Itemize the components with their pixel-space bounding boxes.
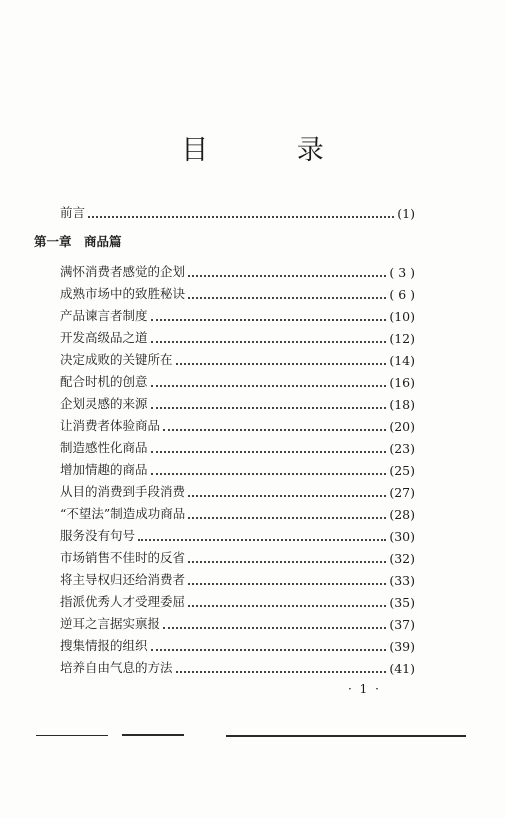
toc-entry (60, 482, 415, 500)
toc-entry-page: (23) (389, 441, 415, 456)
chapter-heading: 第一章 商品篇 (34, 234, 122, 249)
dot-leader (188, 605, 386, 607)
toc-entry-page: (12) (389, 331, 415, 346)
dot-leader (138, 539, 386, 541)
toc-entry-label: 产品谏言者制度 (60, 308, 148, 323)
toc-entry-label: “不望法”制造成功商品 (60, 506, 186, 521)
toc-entry (60, 592, 415, 610)
toc-entry-label: 企划灵感的来源 (60, 396, 148, 411)
toc-entry (60, 548, 415, 566)
toc-entry-page: (16) (389, 375, 415, 390)
toc-entry-label: 成熟市场中的致胜秘诀 (60, 286, 186, 301)
dot-leader (151, 341, 387, 343)
toc-entry-label: 服务没有句号 (60, 528, 136, 543)
toc-entry (60, 570, 415, 588)
toc-entry (60, 350, 415, 368)
scan-artifact-line (36, 735, 108, 736)
scan-artifact-line (122, 734, 184, 736)
toc-entry (60, 658, 415, 676)
toc-entry-page: (30) (389, 529, 415, 544)
toc-entry-page: (39) (389, 639, 415, 654)
toc-entry-label: 指派优秀人才受理委屈 (60, 594, 186, 609)
dot-leader (151, 473, 387, 475)
toc-entry-page: (35) (389, 595, 415, 610)
toc-entry-label: 市场销售不佳时的反省 (60, 550, 186, 565)
toc-entry (60, 504, 415, 522)
toc-entry-label: 开发高级品之道 (60, 330, 148, 345)
dot-leader (151, 319, 387, 321)
dot-leader (188, 517, 386, 519)
dot-leader (176, 363, 387, 365)
toc-entry-label: 前言 (60, 205, 86, 220)
dot-leader (163, 627, 386, 629)
toc-entry-label: 培养自由气息的方法 (60, 660, 173, 675)
toc-entry-page: (14) (389, 353, 415, 368)
toc-entry-label: 搜集情报的组织 (60, 638, 148, 653)
toc-entry-page: (33) (389, 573, 415, 588)
toc-entry-page: (41) (389, 661, 415, 676)
dot-leader (188, 275, 386, 277)
toc-entry (60, 306, 415, 324)
dot-leader (151, 385, 387, 387)
toc-entry-label: 满怀消费者感觉的企划 (60, 264, 186, 279)
toc-entry (60, 394, 415, 412)
page-title: 目 录 (181, 135, 364, 166)
dot-leader (151, 451, 387, 453)
toc-entry-page: ( 3 ) (389, 265, 415, 280)
toc-entry (60, 636, 415, 654)
toc-entry-page: (25) (389, 463, 415, 478)
toc-entry (60, 526, 415, 544)
page-number: · 1 · (348, 682, 381, 696)
toc-entry-page: (28) (389, 507, 415, 522)
toc-entry-page: ( 6 ) (389, 287, 415, 302)
scan-artifact-line (226, 735, 466, 737)
dot-leader (188, 495, 386, 497)
toc-entry-label: 将主导权归还给消费者 (60, 572, 186, 587)
toc-entry (60, 416, 415, 434)
dot-leader (188, 297, 386, 299)
toc-entry (60, 262, 415, 280)
toc-entry (60, 372, 415, 390)
dot-leader (151, 649, 387, 651)
toc-entry (60, 614, 415, 632)
toc-entry-preface (60, 203, 415, 221)
toc-entry-label: 逆耳之言据实禀报 (60, 616, 161, 631)
dot-leader (188, 561, 386, 563)
toc-entry-page: (20) (389, 419, 415, 434)
dot-leader (88, 216, 394, 218)
toc-entry-page: (32) (389, 551, 415, 566)
toc-entry-page: (1) (397, 206, 415, 221)
toc-entry-page: (27) (389, 485, 415, 500)
toc-entry-label: 增加情趣的商品 (60, 462, 148, 477)
dot-leader (176, 671, 387, 673)
toc-entry (60, 438, 415, 456)
toc-entry-page: (37) (389, 617, 415, 632)
toc-entry-label: 让消费者体验商品 (60, 418, 161, 433)
toc-entry-page: (10) (389, 309, 415, 324)
toc-entry-label: 从目的消费到手段消费 (60, 484, 186, 499)
toc-entry-label: 制造感性化商品 (60, 440, 148, 455)
toc-entry-label: 配合时机的创意 (60, 374, 148, 389)
dot-leader (188, 583, 386, 585)
toc-entry (60, 460, 415, 478)
dot-leader (151, 407, 387, 409)
toc-entry (60, 284, 415, 302)
toc-entry-label: 决定成败的关键所在 (60, 352, 173, 367)
dot-leader (163, 429, 386, 431)
toc-entry-page: (18) (389, 397, 415, 412)
toc-entry (60, 328, 415, 346)
